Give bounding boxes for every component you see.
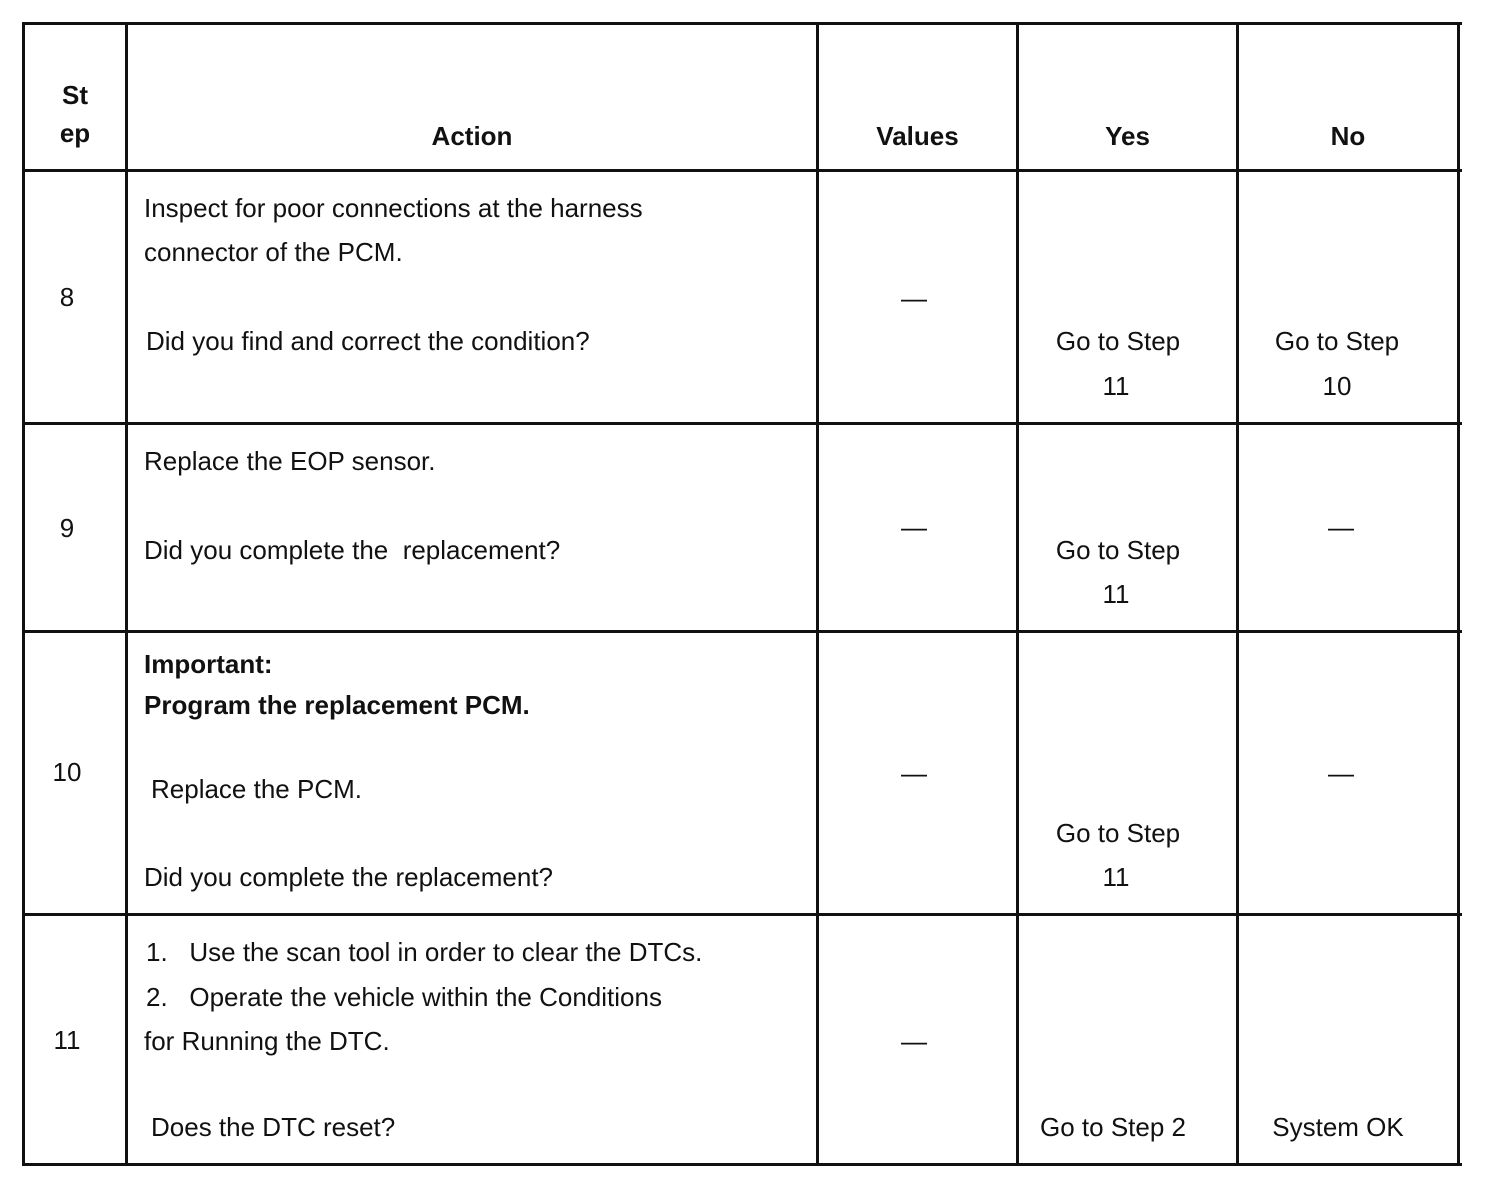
row-divider — [22, 913, 1462, 916]
action-text: connector of the PCM. — [144, 237, 403, 267]
values-cell: — — [901, 1026, 927, 1056]
table-border-right — [1457, 22, 1460, 1166]
action-question: Did you find and correct the condition? — [146, 326, 590, 356]
step-number: 10 — [52, 757, 82, 787]
row-divider — [22, 630, 1462, 633]
column-divider — [1236, 22, 1239, 1166]
action-list-item: 1. Use the scan tool in order to clear the DTCs. — [146, 937, 703, 967]
header-action: Action — [431, 121, 513, 151]
header-values: Values — [876, 121, 959, 151]
row-divider — [22, 422, 1462, 425]
values-cell: — — [901, 283, 927, 313]
action-question: Did you complete the replacement? — [144, 535, 561, 565]
action-text: Replace the EOP sensor. — [144, 446, 436, 476]
no-cell: System OK — [1272, 1112, 1404, 1142]
yes-cell-line1: Go to Step — [1055, 326, 1181, 356]
step-number: 9 — [59, 513, 75, 543]
action-text: for Running the DTC. — [144, 1026, 390, 1056]
step-number: 8 — [59, 282, 75, 312]
header-step-line2: ep — [59, 118, 91, 148]
values-cell: — — [901, 758, 927, 788]
yes-cell-line2: 11 — [1102, 371, 1130, 401]
table-border-top — [22, 22, 1462, 25]
yes-cell-line2: 11 — [1102, 862, 1130, 892]
important-label: Important: — [144, 649, 273, 679]
table-border-left — [22, 22, 25, 1166]
yes-cell-line1: Go to Step — [1055, 535, 1181, 565]
important-text: Program the replacement PCM. — [144, 690, 530, 720]
action-question: Does the DTC reset? — [151, 1112, 396, 1142]
table-border-bottom — [22, 1163, 1462, 1166]
no-cell: — — [1328, 758, 1354, 788]
column-divider — [816, 22, 819, 1166]
no-cell: — — [1328, 512, 1354, 542]
header-yes: Yes — [1105, 121, 1150, 151]
values-cell: — — [901, 512, 927, 542]
no-cell-line1: Go to Step — [1274, 326, 1400, 356]
step-number: 11 — [53, 1025, 81, 1055]
action-question: Did you complete the replacement? — [144, 862, 554, 892]
action-list-item: 2. Operate the vehicle within the Conditions — [146, 982, 662, 1012]
header-step — [25, 76, 125, 152]
yes-cell-line1: Go to Step — [1055, 818, 1181, 848]
action-text: Inspect for poor connections at the harness — [144, 193, 643, 223]
header-no: No — [1330, 121, 1366, 151]
action-text: Replace the PCM. — [151, 774, 362, 804]
no-cell-line2: 10 — [1322, 371, 1352, 401]
yes-cell: Go to Step 2 — [1040, 1112, 1186, 1142]
header-row-divider — [22, 169, 1462, 172]
yes-cell-line2: 11 — [1102, 579, 1130, 609]
header-step-line1: St — [62, 80, 88, 110]
column-divider — [125, 22, 128, 1166]
